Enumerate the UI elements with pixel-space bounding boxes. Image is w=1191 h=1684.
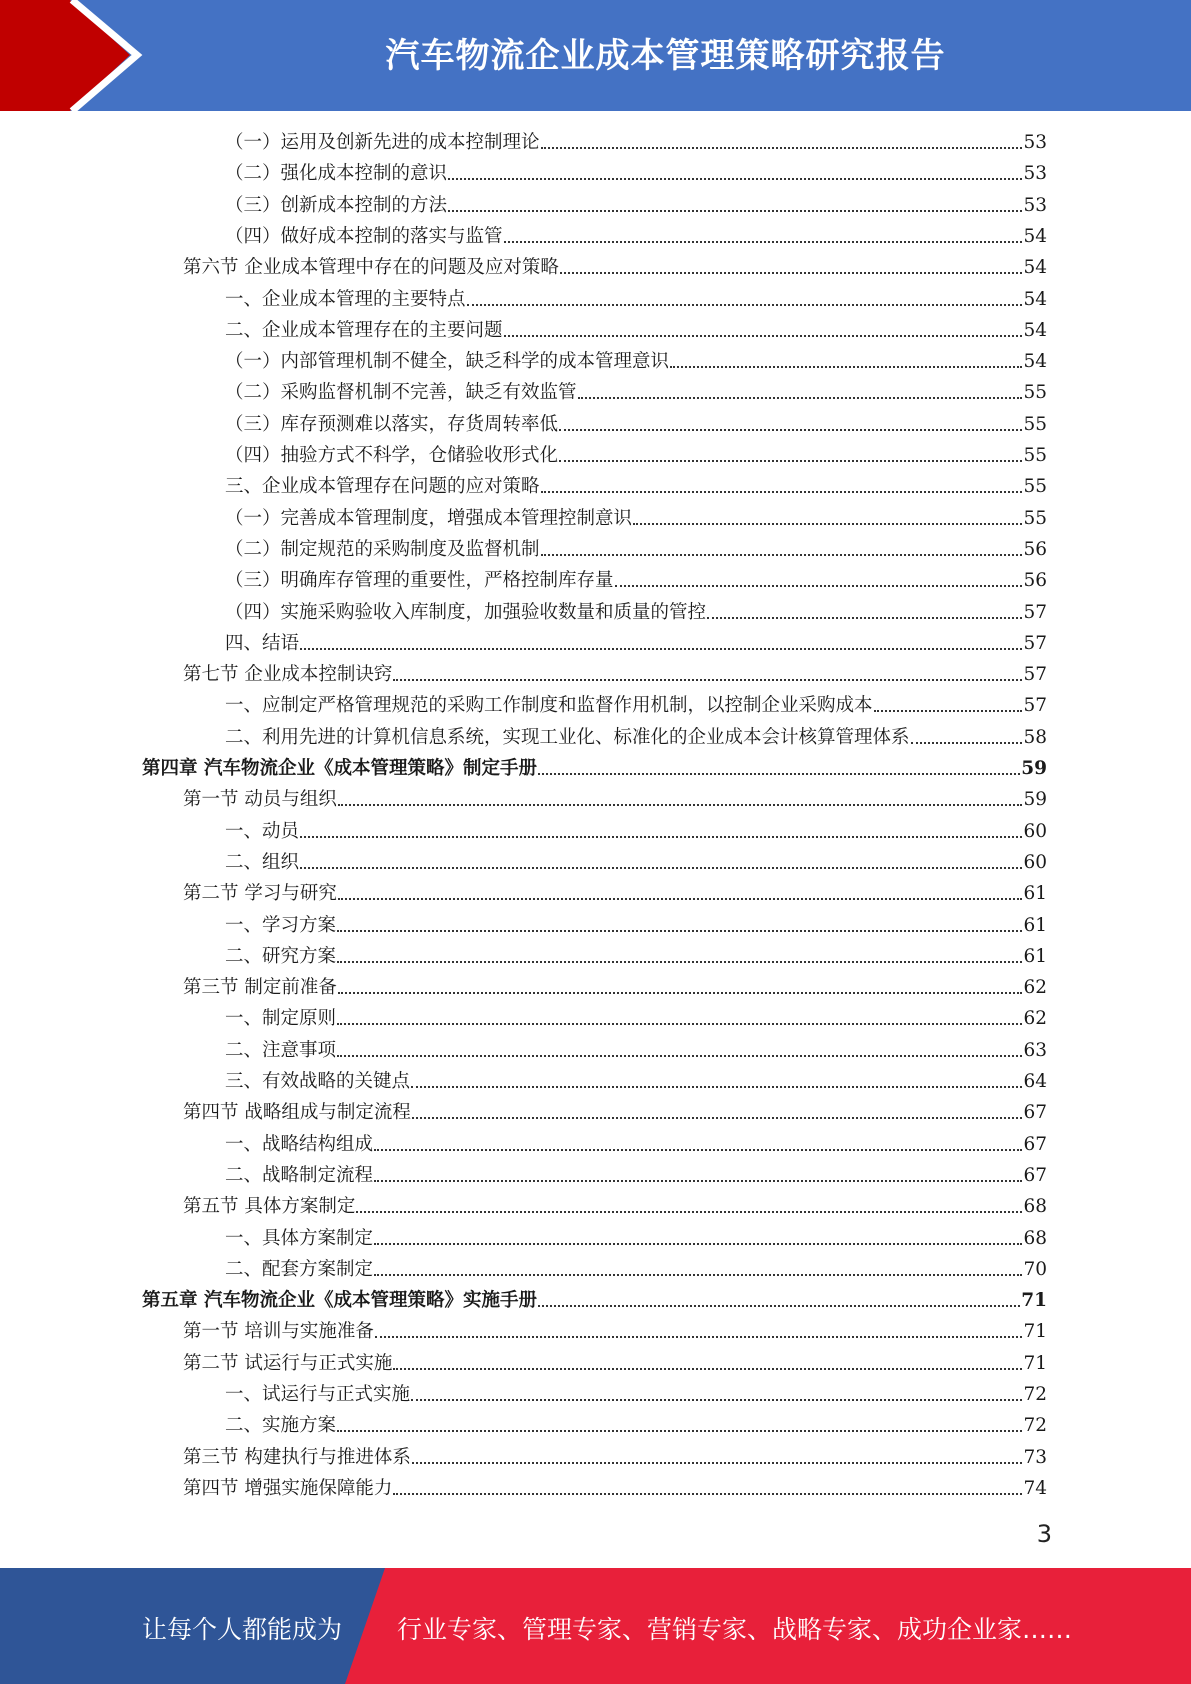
toc-subsection-entry[interactable] <box>225 534 1047 565</box>
toc-subsection-entry[interactable] <box>225 597 1047 628</box>
toc-entry-page: 61 <box>1023 945 1047 967</box>
toc-section-entry[interactable] <box>183 252 1047 283</box>
toc-entry-page: 58 <box>1023 726 1047 748</box>
toc-subsection-entry[interactable] <box>225 1379 1047 1410</box>
toc-entry-page: 74 <box>1023 1477 1047 1499</box>
toc-entry-label: （三）明确库存管理的重要性，严格控制库存量 <box>225 570 614 592</box>
toc-entry-label: （二）采购监督机制不完善，缺乏有效监管 <box>225 382 577 404</box>
toc-dot-leader <box>707 617 1022 619</box>
toc-dot-leader <box>374 1243 1022 1245</box>
toc-dot-leader <box>300 867 1022 869</box>
toc-entry-label: 二、实施方案 <box>225 1415 337 1437</box>
toc-entry-label: 四、结语 <box>225 632 300 654</box>
toc-entry-label: （二）强化成本控制的意识 <box>225 163 448 185</box>
toc-dot-leader <box>337 1430 1022 1432</box>
page-footer <box>0 1568 1191 1684</box>
toc-entry-page: 54 <box>1023 257 1047 279</box>
toc-section-entry[interactable] <box>183 1348 1047 1379</box>
toc-subsection-entry[interactable] <box>225 315 1047 346</box>
toc-entry-label: 第一节 动员与组织 <box>183 789 337 811</box>
toc-entry-page: 55 <box>1023 507 1047 529</box>
toc-entry-page: 73 <box>1023 1446 1047 1468</box>
toc-entry-label: 一、战略结构组成 <box>225 1133 374 1155</box>
toc-entry-page: 56 <box>1023 538 1047 560</box>
page-header <box>0 0 1191 111</box>
toc-entry-label: 第六节 企业成本管理中存在的问题及应对策略 <box>183 257 559 279</box>
toc-entry-label: 一、企业成本管理的主要特点 <box>225 288 466 310</box>
toc-entry-page: 67 <box>1023 1133 1047 1155</box>
toc-subsection-entry[interactable] <box>225 190 1047 221</box>
toc-subsection-entry[interactable] <box>225 503 1047 534</box>
toc-entry-label: （一）内部管理机制不健全，缺乏科学的成本管理意识 <box>225 351 670 373</box>
footer-tagline: 行业专家、管理专家、营销专家、战略专家、成功企业家…… <box>397 1615 1073 1644</box>
toc-entry-label: 第五节 具体方案制定 <box>183 1196 356 1218</box>
toc-entry-label: 一、动员 <box>225 820 300 842</box>
toc-section-entry[interactable] <box>183 1316 1047 1347</box>
toc-subsection-entry[interactable] <box>225 722 1047 753</box>
toc-entry-label: 二、组织 <box>225 851 300 873</box>
toc-dot-leader <box>393 679 1022 681</box>
toc-subsection-entry[interactable] <box>225 221 1047 252</box>
toc-chapter-entry[interactable] <box>142 1285 1047 1316</box>
toc-entry-page: 57 <box>1023 632 1047 654</box>
toc-entry-page: 71 <box>1021 1290 1047 1312</box>
toc-dot-leader <box>560 272 1023 274</box>
toc-dot-leader <box>559 460 1022 462</box>
toc-entry-page: 57 <box>1023 601 1047 623</box>
toc-section-entry[interactable] <box>183 972 1047 1003</box>
toc-dot-leader <box>337 930 1022 932</box>
toc-entry-label: 一、应制定严格管理规范的采购工作制度和监督作用机制，以控制企业采购成本 <box>225 695 873 717</box>
toc-dot-leader <box>538 773 1020 775</box>
toc-entry-page: 55 <box>1023 382 1047 404</box>
toc-entry-label: 第四章 汽车物流企业《成本管理策略》制定手册 <box>142 758 537 779</box>
toc-entry-page: 71 <box>1023 1352 1047 1374</box>
toc-entry-page: 54 <box>1023 351 1047 373</box>
toc-entry-page: 60 <box>1023 851 1047 873</box>
toc-entry-page: 70 <box>1023 1258 1047 1280</box>
toc-entry-page: 53 <box>1023 163 1047 185</box>
toc-entry-page: 59 <box>1021 758 1047 779</box>
toc-entry-page: 53 <box>1023 132 1047 153</box>
toc-entry-page: 62 <box>1023 1008 1047 1030</box>
toc-subsection-entry[interactable] <box>225 377 1047 408</box>
toc-dot-leader <box>559 429 1022 431</box>
toc-dot-leader <box>911 742 1023 744</box>
toc-entry-page: 64 <box>1023 1071 1047 1092</box>
toc-dot-leader <box>411 1399 1022 1401</box>
toc-entry-label: 一、试运行与正式实施 <box>225 1384 411 1405</box>
toc-dot-leader <box>578 397 1023 399</box>
toc-entry-label: （四）抽验方式不科学，仓储验收形式化 <box>225 445 559 466</box>
toc-entry-label: 三、企业成本管理存在问题的应对策略 <box>225 476 540 498</box>
toc-entry-label: （一）完善成本管理制度，增强成本管理控制意识 <box>225 507 633 529</box>
toc-dot-leader <box>412 1117 1023 1119</box>
toc-entry-label: （三）创新成本控制的方法 <box>225 194 448 216</box>
toc-entry-label: 三、有效战略的关键点 <box>225 1071 411 1092</box>
toc-dot-leader <box>338 992 1023 994</box>
toc-subsection-entry[interactable] <box>225 1254 1047 1285</box>
toc-entry-label: 第四节 战略组成与制定流程 <box>183 1102 411 1124</box>
toc-subsection-entry[interactable] <box>225 816 1047 847</box>
toc-entry-label: （二）制定规范的采购制度及监督机制 <box>225 538 540 560</box>
toc-dot-leader <box>337 1023 1022 1025</box>
toc-chapter-entry[interactable] <box>142 753 1047 784</box>
toc-subsection-entry[interactable] <box>225 910 1047 941</box>
toc-dot-leader <box>393 1368 1022 1370</box>
toc-subsection-entry[interactable] <box>225 409 1047 440</box>
toc-dot-leader <box>375 1336 1023 1338</box>
toc-entry-page: 72 <box>1023 1415 1047 1437</box>
toc-entry-page: 61 <box>1023 883 1047 905</box>
toc-entry-label: 二、企业成本管理存在的主要问题 <box>225 319 503 341</box>
toc-dot-leader <box>467 304 1023 306</box>
toc-section-entry[interactable] <box>183 1442 1047 1473</box>
toc-subsection-entry[interactable] <box>225 1066 1047 1097</box>
toc-dot-leader <box>374 1274 1022 1276</box>
toc-dot-leader <box>874 710 1023 712</box>
toc-entry-label: 第四节 增强实施保障能力 <box>183 1477 393 1499</box>
toc-entry-page: 55 <box>1023 413 1047 435</box>
toc-entry-label: 二、研究方案 <box>225 945 337 967</box>
toc-entry-page: 67 <box>1023 1102 1047 1124</box>
toc-entry-label: 一、制定原则 <box>225 1008 337 1030</box>
toc-dot-leader <box>504 335 1023 337</box>
toc-subsection-entry[interactable] <box>225 1129 1047 1160</box>
toc-subsection-entry[interactable] <box>225 847 1047 878</box>
toc-entry-page: 71 <box>1023 1321 1047 1343</box>
toc-entry-label: （一）运用及创新先进的成本控制理论 <box>225 132 540 153</box>
toc-dot-leader <box>411 1086 1022 1088</box>
toc-entry-page: 59 <box>1023 789 1047 811</box>
toc-entry-label: （四）做好成本控制的落实与监管 <box>225 225 503 247</box>
toc-dot-leader <box>300 648 1022 650</box>
toc-subsection-entry[interactable] <box>225 1035 1047 1066</box>
page-number: 3 <box>1036 1520 1052 1548</box>
toc-subsection-entry[interactable] <box>225 1410 1047 1441</box>
toc-dot-leader <box>337 1055 1022 1057</box>
toc-dot-leader <box>541 491 1023 493</box>
toc-dot-leader <box>374 1180 1022 1182</box>
toc-subsection-entry[interactable] <box>225 440 1047 471</box>
document-title: 汽车物流企业成本管理策略研究报告 <box>385 36 946 76</box>
toc-entry-page: 68 <box>1023 1196 1047 1218</box>
toc-entry-label: 第一节 培训与实施准备 <box>183 1321 374 1343</box>
toc-entry-page: 72 <box>1023 1384 1047 1405</box>
toc-dot-leader <box>541 147 1023 149</box>
toc-dot-leader <box>338 804 1023 806</box>
toc-section-entry[interactable] <box>183 878 1047 909</box>
toc-subsection-entry[interactable] <box>225 127 1047 158</box>
toc-dot-leader <box>300 836 1022 838</box>
toc-entry-label: 第七节 企业成本控制诀窍 <box>183 664 393 686</box>
toc-dot-leader <box>393 1493 1022 1495</box>
toc-entry-label: 二、利用先进的计算机信息系统，实现工业化、标准化的企业成本会计核算管理体系 <box>225 726 910 748</box>
toc-entry-label: 二、配套方案制定 <box>225 1258 374 1280</box>
toc-entry-page: 61 <box>1023 914 1047 936</box>
toc-subsection-entry[interactable] <box>225 565 1047 596</box>
toc-dot-leader <box>538 1305 1020 1307</box>
toc-entry-label: 第三节 制定前准备 <box>183 977 337 999</box>
toc-entry-page: 55 <box>1023 476 1047 498</box>
toc-dot-leader <box>337 961 1022 963</box>
toc-dot-leader <box>633 523 1022 525</box>
toc-entry-label: 一、具体方案制定 <box>225 1227 374 1249</box>
toc-dot-leader <box>504 241 1023 243</box>
toc-entry-page: 56 <box>1023 570 1047 592</box>
toc-dot-leader <box>448 210 1022 212</box>
toc-entry-page: 53 <box>1023 194 1047 216</box>
toc-entry-page: 54 <box>1023 319 1047 341</box>
toc-section-entry[interactable] <box>183 1473 1047 1504</box>
toc-dot-leader <box>412 1462 1023 1464</box>
toc-dot-leader <box>448 178 1022 180</box>
toc-subsection-entry[interactable] <box>225 690 1047 721</box>
toc-subsection-entry[interactable] <box>225 346 1047 377</box>
toc-section-entry[interactable] <box>183 784 1047 815</box>
toc-entry-label: 第五章 汽车物流企业《成本管理策略》实施手册 <box>142 1290 537 1312</box>
toc-subsection-entry[interactable] <box>225 941 1047 972</box>
footer-slogan: 让每个人都能成为 <box>142 1615 343 1644</box>
toc-subsection-entry[interactable] <box>225 628 1047 659</box>
toc-entry-page: 68 <box>1023 1227 1047 1249</box>
toc-entry-label: 一、学习方案 <box>225 914 337 936</box>
toc-entry-page: 54 <box>1023 288 1047 310</box>
toc-entry-label: （三）库存预测难以落实，存货周转率低 <box>225 413 559 435</box>
toc-dot-leader <box>670 366 1022 368</box>
toc-dot-leader <box>615 585 1023 587</box>
toc-section-entry[interactable] <box>183 1097 1047 1128</box>
toc-subsection-entry[interactable] <box>225 284 1047 315</box>
toc-dot-leader <box>356 1211 1022 1213</box>
toc-entry-label: 第二节 试运行与正式实施 <box>183 1352 393 1374</box>
toc-entry-label: 二、战略制定流程 <box>225 1164 374 1186</box>
toc-dot-leader <box>374 1149 1022 1151</box>
toc-entry-page: 63 <box>1023 1039 1047 1061</box>
toc-entry-label: 二、注意事项 <box>225 1039 337 1061</box>
toc-entry-page: 62 <box>1023 977 1047 999</box>
toc-entry-label: 第三节 构建执行与推进体系 <box>183 1446 411 1468</box>
toc-subsection-entry[interactable] <box>225 1160 1047 1191</box>
toc-entry-page: 55 <box>1023 445 1047 466</box>
toc-subsection-entry[interactable] <box>225 158 1047 189</box>
toc-dot-leader <box>541 554 1023 556</box>
toc-subsection-entry[interactable] <box>225 1223 1047 1254</box>
toc-section-entry[interactable] <box>183 1191 1047 1222</box>
toc-entry-page: 60 <box>1023 820 1047 842</box>
toc-entry-page: 57 <box>1023 664 1047 686</box>
toc-entry-label: （四）实施采购验收入库制度，加强验收数量和质量的管控 <box>225 601 707 623</box>
toc-entry-page: 67 <box>1023 1164 1047 1186</box>
toc-section-entry[interactable] <box>183 659 1047 690</box>
toc-entry-page: 54 <box>1023 225 1047 247</box>
toc-subsection-entry[interactable] <box>225 1003 1047 1034</box>
toc-entry-label: 第二节 学习与研究 <box>183 883 337 905</box>
toc-entry-page: 57 <box>1023 695 1047 717</box>
toc-subsection-entry[interactable] <box>225 471 1047 502</box>
toc-dot-leader <box>338 898 1023 900</box>
